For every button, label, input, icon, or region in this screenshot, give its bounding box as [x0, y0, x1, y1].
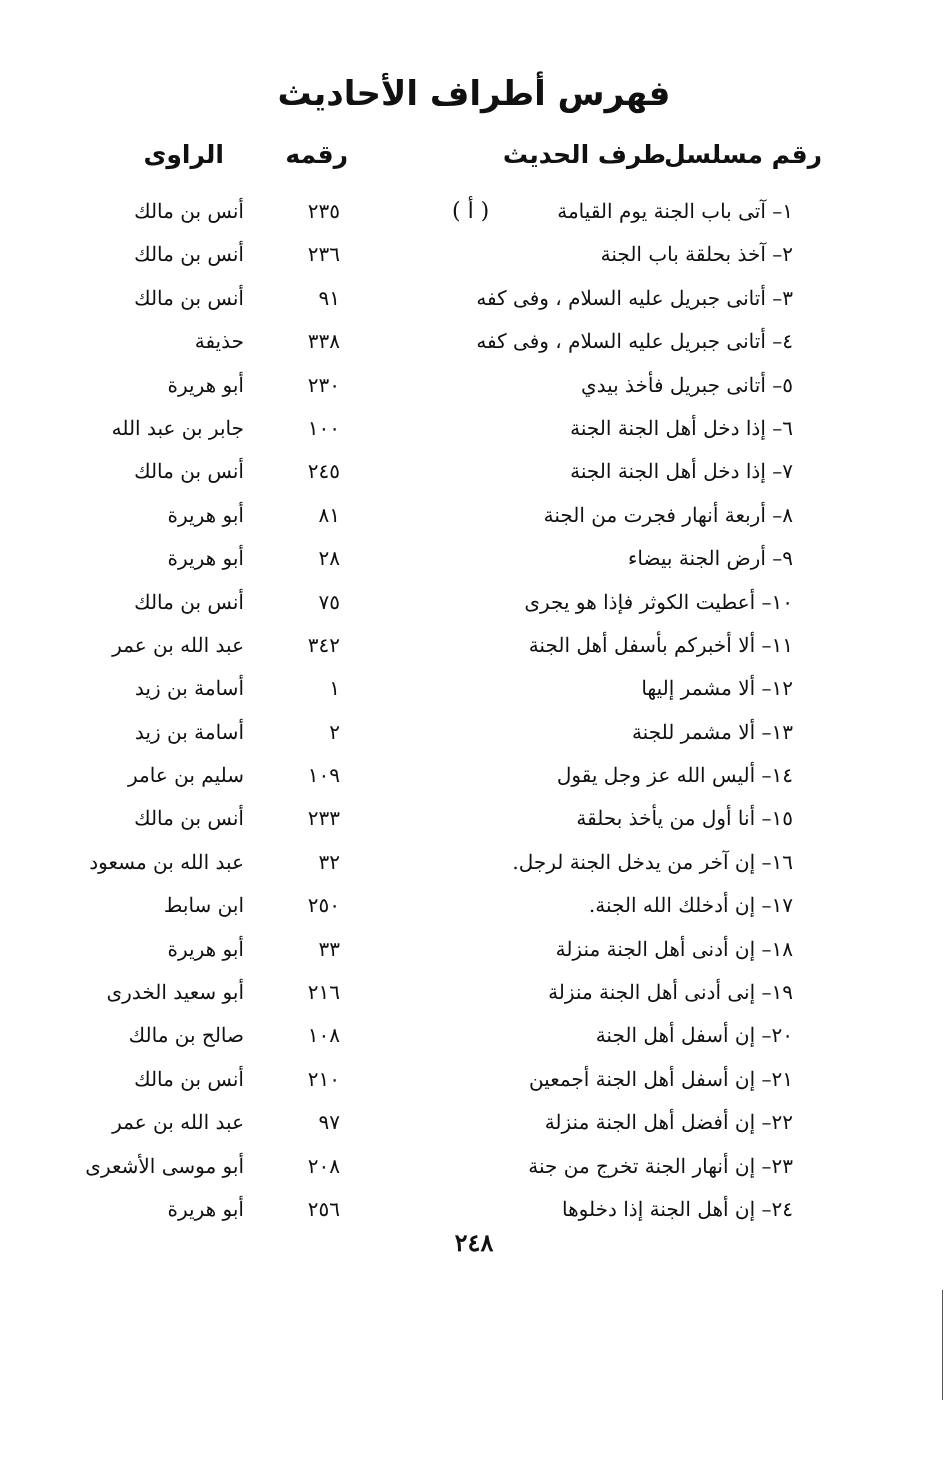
narrator: أبو هريرة	[167, 546, 244, 571]
hadith-beginning: ٢٢– إن أفضل أهل الجنة منزلة	[544, 1110, 793, 1135]
narrator: أنس بن مالك	[134, 589, 244, 614]
hadith-number: ١٠٨	[307, 1023, 340, 1048]
hadith-number: ٢٨	[318, 546, 340, 571]
hadith-number: ٣٣	[318, 936, 340, 961]
hadith-number: ٣٢	[318, 849, 340, 874]
hadith-number: ٢١٦	[307, 980, 340, 1005]
hadith-beginning: ٢٠– إن أسفل أهل الجنة	[595, 1023, 793, 1048]
table-row	[0, 667, 948, 710]
section-letter: ( أ )	[452, 199, 490, 224]
hadith-beginning: ٢١– إن أسفل أهل الجنة أجمعين	[528, 1066, 793, 1091]
hadith-beginning: ٢٣– إن أنهار الجنة تخرج من جنة	[528, 1153, 793, 1178]
hadith-beginning: ٣– أتانى جبريل عليه السلام ، وفى كفه	[476, 285, 793, 310]
table-row	[0, 884, 948, 927]
table-row	[0, 797, 948, 840]
table-row	[0, 233, 948, 276]
hadith-beginning: ١– آتى باب الجنة يوم القيامة	[557, 199, 793, 223]
hadith-number: ١٠٠	[307, 415, 340, 440]
hadith-beginning: ١٣– ألا مشمر للجنة	[631, 719, 793, 744]
table-row	[0, 711, 948, 754]
hadith-number: ٢٣٥	[307, 199, 340, 223]
hadith-beginning: ٤– أتانى جبريل عليه السلام ، وفى كفه	[476, 329, 793, 354]
table-row	[0, 971, 948, 1014]
header-narrator: الراوى	[143, 140, 224, 169]
table-row	[0, 1101, 948, 1144]
narrator: جابر بن عبد الله	[111, 415, 244, 440]
table-row	[0, 407, 948, 450]
table-row	[0, 754, 948, 797]
narrator: أبو هريرة	[167, 502, 244, 527]
narrator: أبو هريرة	[167, 372, 244, 397]
page-number: ٢٤٨	[454, 1228, 494, 1257]
hadith-beginning: ٦– إذا دخل أهل الجنة الجنة	[570, 415, 793, 440]
table-row	[0, 190, 948, 233]
hadith-beginning: ١٧– إن أدخلك الله الجنة.	[588, 893, 793, 918]
hadith-number: ٨١	[318, 502, 340, 527]
hadith-number: ١	[329, 676, 340, 701]
hadith-beginning: ٩– أرض الجنة بيضاء	[628, 546, 793, 571]
hadith-number: ٢٥٠	[307, 893, 340, 918]
header-hadith-beginning: طرف الحديث	[502, 140, 666, 169]
hadith-number: ٢٠٨	[307, 1153, 340, 1178]
narrator: أنس بن مالك	[134, 199, 244, 223]
narrator: أنس بن مالك	[134, 285, 244, 310]
hadith-beginning: ١٠– أعطيت الكوثر فإذا هو يجرى	[524, 589, 793, 614]
narrator: أنس بن مالك	[134, 459, 244, 484]
table-row	[0, 1188, 948, 1231]
table-row	[0, 1058, 948, 1101]
table-row	[0, 320, 948, 363]
hadith-number: ٢٣٣	[307, 806, 340, 831]
narrator: أسامة بن زيد	[134, 676, 244, 701]
hadith-beginning: ١١– ألا أخبركم بأسفل أهل الجنة	[528, 632, 793, 657]
hadith-number: ٩٧	[318, 1110, 340, 1135]
hadith-beginning: ٨– أربعة أنهار فجرت من الجنة	[543, 502, 793, 527]
hadith-beginning: ٧– إذا دخل أهل الجنة الجنة	[570, 459, 793, 484]
table-row	[0, 450, 948, 493]
hadith-beginning: ١٦– إن آخر من يدخل الجنة لرجل.	[512, 849, 793, 874]
page-title: فهرس أطراف الأحاديث	[277, 74, 671, 114]
hadith-number: ٣٣٨	[307, 329, 340, 354]
hadith-number: ٢١٠	[307, 1066, 340, 1091]
hadith-beginning: ٢– آخذ بحلقة باب الجنة	[600, 242, 793, 267]
table-row	[0, 928, 948, 971]
hadith-beginning: ١٤– أليس الله عز وجل يقول	[556, 763, 793, 788]
hadith-number: ٧٥	[318, 589, 340, 614]
narrator: أبو موسى الأشعرى	[85, 1153, 244, 1178]
hadith-number: ٢٣٠	[307, 372, 340, 397]
table-row	[0, 364, 948, 407]
narrator: أبو هريرة	[167, 1196, 244, 1221]
narrator: أنس بن مالك	[134, 806, 244, 831]
hadith-beginning: ١٩– إنى أدنى أهل الجنة منزلة	[548, 980, 793, 1005]
narrator: أنس بن مالك	[134, 242, 244, 267]
table-row	[0, 277, 948, 320]
header-serial-number: رقم مسلسل	[664, 140, 822, 169]
scan-edge-line	[942, 1290, 943, 1400]
narrator: صالح بن مالك	[128, 1023, 244, 1048]
hadith-number: ٩١	[318, 285, 340, 310]
narrator: عبد الله بن عمر	[112, 632, 244, 657]
narrator: سليم بن عامر	[127, 763, 244, 788]
hadith-number: ١٠٩	[307, 763, 340, 788]
hadith-beginning: ١٨– إن أدنى أهل الجنة منزلة	[555, 936, 793, 961]
hadith-beginning: ٢٤– إن أهل الجنة إذا دخلوها	[562, 1196, 793, 1221]
hadith-beginning: ١٢– ألا مشمر إليها	[641, 676, 793, 701]
hadith-beginning: ١٥– أنا أول من يأخذ بحلقة	[576, 806, 793, 831]
hadith-number: ٣٤٢	[307, 632, 340, 657]
hadith-number: ٢	[329, 719, 340, 744]
narrator: أنس بن مالك	[134, 1066, 244, 1091]
table-row	[0, 537, 948, 580]
narrator: أسامة بن زيد	[134, 719, 244, 744]
hadith-number: ٢٥٦	[307, 1196, 340, 1221]
hadith-number: ٢٣٦	[307, 242, 340, 267]
narrator: أبو سعيد الخدرى	[106, 980, 244, 1005]
hadith-number: ٢٤٥	[307, 459, 340, 484]
narrator: عبد الله بن مسعود	[89, 849, 244, 874]
header-hadith-number: رقمه	[285, 140, 348, 169]
table-row	[0, 494, 948, 537]
narrator: حذيفة	[194, 329, 244, 354]
narrator: ابن سابط	[163, 893, 244, 918]
narrator: أبو هريرة	[167, 936, 244, 961]
narrator: عبد الله بن عمر	[112, 1110, 244, 1135]
table-row	[0, 581, 948, 624]
table-row	[0, 1145, 948, 1188]
table-row	[0, 1014, 948, 1057]
hadith-beginning: ٥– أتانى جبريل فأخذ بيدي	[580, 372, 793, 397]
table-row	[0, 841, 948, 884]
index-table	[0, 190, 948, 1231]
table-row	[0, 624, 948, 667]
